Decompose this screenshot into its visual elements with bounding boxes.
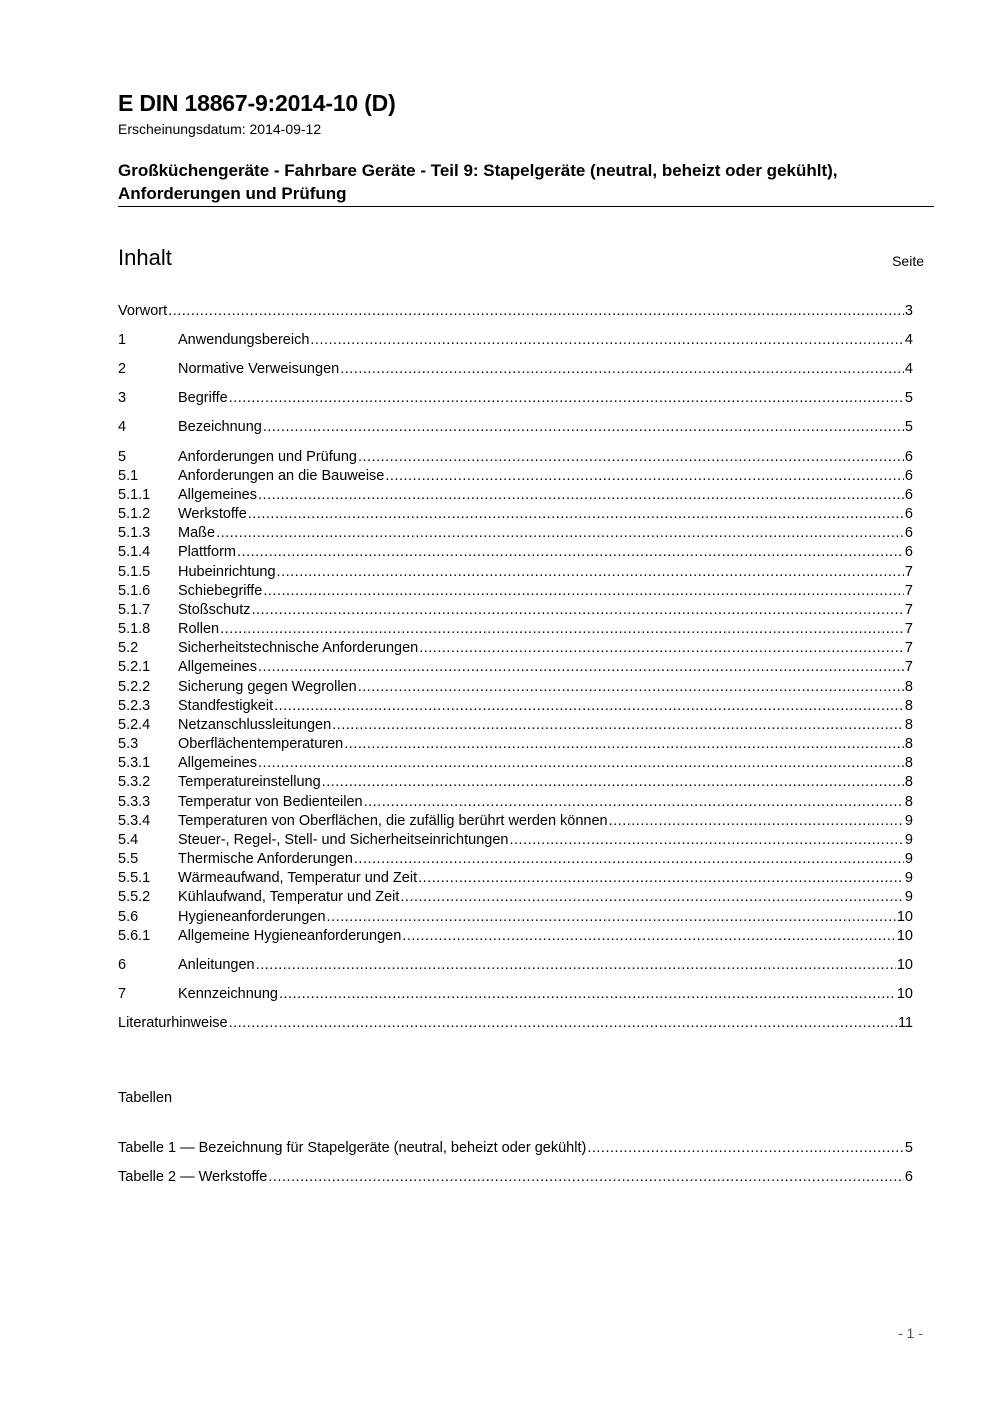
toc-entry-title: Allgemeines xyxy=(178,659,257,675)
toc-entry-number: 5.1.6 xyxy=(118,583,151,599)
toc-entry-number: 1 xyxy=(118,332,127,348)
toc-entry-title: Wärmeaufwand, Temperatur und Zeit xyxy=(178,870,418,886)
toc-entry-number: 5.5 xyxy=(118,851,139,867)
toc-entry[interactable] xyxy=(118,956,913,975)
toc-dot-leader xyxy=(609,812,904,831)
toc-dot-leader xyxy=(402,927,896,946)
toc-entry-number: 5.3.2 xyxy=(118,774,151,790)
toc-entry[interactable] xyxy=(118,418,913,437)
toc-dot-leader xyxy=(385,467,904,486)
toc-entry-page: 8 xyxy=(904,679,913,695)
toc-entry-page: 8 xyxy=(904,717,913,733)
toc-entry-title: Sicherung gegen Wegrollen xyxy=(178,679,357,695)
toc-entry-number: 5.1.1 xyxy=(118,487,151,503)
toc-entry-title: Allgemeines xyxy=(178,487,257,503)
toc-entry-page: 4 xyxy=(904,361,913,377)
toc-dot-leader xyxy=(419,639,904,658)
toc-entry-title: Steuer-, Regel-, Stell- und Sicherheitseinrichtungen xyxy=(178,832,509,848)
toc-dot-leader xyxy=(229,1014,897,1033)
toc-entry-page: 6 xyxy=(904,449,913,465)
toc-entry-title: Normative Verweisungen xyxy=(178,361,340,377)
toc-entry-page: 11 xyxy=(897,1015,913,1031)
toc-entry-page: 8 xyxy=(904,774,913,790)
toc-entry-number: 4 xyxy=(118,419,127,435)
toc-entry[interactable] xyxy=(118,543,913,562)
toc-dot-leader xyxy=(252,601,904,620)
toc-entry-page: 9 xyxy=(904,870,913,886)
toc-entry-page: 7 xyxy=(904,564,913,580)
toc-entry-page: 5 xyxy=(904,390,913,406)
toc-dot-leader xyxy=(364,793,904,812)
toc-entry[interactable] xyxy=(118,448,913,467)
toc-entry-page: 8 xyxy=(904,755,913,771)
toc-entry-page: 7 xyxy=(904,602,913,618)
toc-dot-leader xyxy=(279,985,896,1004)
toc-entry[interactable] xyxy=(118,524,913,543)
toc-dot-leader xyxy=(327,908,896,927)
document-title: Großküchengeräte - Fahrbare Geräte - Teil 9: Stapelgeräte (neutral, beheizt oder gekühlt), Anforderungen und Prüfung xyxy=(118,161,838,203)
toc-dot-leader xyxy=(216,524,904,543)
toc-dot-leader xyxy=(263,418,904,437)
toc-entry-number: 5.1.5 xyxy=(118,564,151,580)
toc-entry-page: 10 xyxy=(896,957,913,973)
toc-dot-leader xyxy=(258,486,904,505)
toc-dot-leader xyxy=(248,505,904,524)
toc-dot-leader xyxy=(358,678,904,697)
toc-entry-number: 5.1.3 xyxy=(118,525,151,541)
toc-entry-page: 8 xyxy=(904,698,913,714)
title-divider xyxy=(118,206,934,207)
toc-entry-page: 6 xyxy=(904,506,913,522)
toc-entry-title: Allgemeine Hygieneanforderungen xyxy=(178,928,402,944)
toc-entry-page: 10 xyxy=(896,986,913,1002)
toc-entry-page: 9 xyxy=(904,813,913,829)
toc-entry-title: Standfestigkeit xyxy=(178,698,274,714)
toc-entry-title: Begriffe xyxy=(178,390,228,406)
toc-entry-title: Anleitungen xyxy=(178,957,255,973)
toc-entry-number: 2 xyxy=(118,361,127,377)
toc-entry[interactable] xyxy=(118,658,913,677)
toc-entry[interactable] xyxy=(118,908,913,927)
toc-entry-page: 9 xyxy=(904,889,913,905)
toc-entry-title: Kühlaufwand, Temperatur und Zeit xyxy=(178,889,400,905)
toc-entry-title: Literaturhinweise xyxy=(118,1015,228,1031)
toc-entry-number: 5.3 xyxy=(118,736,139,752)
toc-entry-title: Anforderungen an die Bauweise xyxy=(178,468,385,484)
toc-entry-page: 6 xyxy=(904,525,913,541)
toc-entry-title: Hygieneanforderungen xyxy=(178,909,326,925)
toc-entry[interactable] xyxy=(118,869,913,888)
toc-entry-title: Netzanschlussleitungen xyxy=(178,717,332,733)
toc-entry[interactable] xyxy=(118,620,913,639)
toc-dot-leader xyxy=(340,360,904,379)
toc-entry-number: 7 xyxy=(118,986,127,1002)
toc-entry-page: 8 xyxy=(904,794,913,810)
publication-date: Erscheinungsdatum: 2014-09-12 xyxy=(118,121,322,137)
toc-entry-page: 7 xyxy=(904,621,913,637)
toc-entry-page: 10 xyxy=(896,909,913,925)
toc-entry-number: 5.1.8 xyxy=(118,621,151,637)
toc-heading: Inhalt xyxy=(118,245,172,270)
toc-entry-number: 5.1.7 xyxy=(118,602,151,618)
toc-dot-leader xyxy=(322,773,904,792)
toc-entry-number: 5.1.4 xyxy=(118,544,151,560)
toc-dot-leader xyxy=(229,389,904,408)
toc-entry-title: Thermische Anforderungen xyxy=(178,851,353,867)
toc-entry-title: Allgemeines xyxy=(178,755,257,771)
toc-dot-leader xyxy=(418,869,904,888)
toc-entry[interactable] xyxy=(118,735,913,754)
toc-dot-leader xyxy=(509,831,903,850)
toc-entry-page: 7 xyxy=(904,659,913,675)
toc-entry[interactable] xyxy=(118,793,913,812)
toc-entry-page: 7 xyxy=(904,640,913,656)
toc-entry[interactable] xyxy=(118,888,913,907)
toc-dot-leader xyxy=(220,620,904,639)
toc-entry[interactable] xyxy=(118,467,913,486)
toc-entry-page: 4 xyxy=(904,332,913,348)
toc-dot-leader xyxy=(268,1168,904,1187)
toc-entry[interactable] xyxy=(118,831,913,850)
toc-entry-page: 7 xyxy=(904,583,913,599)
toc-entry-title: Tabelle 1 — Bezeichnung für Stapelgeräte (neutral, beheizt oder gekühlt) xyxy=(118,1140,587,1156)
page-number: - 1 - xyxy=(898,1325,923,1341)
toc-entry-title: Schiebegriffe xyxy=(178,583,263,599)
toc-dot-leader xyxy=(587,1139,904,1158)
toc-entry[interactable] xyxy=(118,639,913,658)
toc-entry-unnumbered[interactable] xyxy=(118,1014,913,1033)
toc-dot-leader xyxy=(274,697,904,716)
toc-entry[interactable] xyxy=(118,850,913,869)
table-list-entry[interactable] xyxy=(118,1168,913,1187)
toc-dot-leader xyxy=(277,563,904,582)
toc-entry[interactable] xyxy=(118,331,913,350)
toc-dot-leader xyxy=(354,850,904,869)
toc-entry[interactable] xyxy=(118,389,913,408)
toc-entry-title: Stoßschutz xyxy=(178,602,251,618)
toc-entry-title: Maße xyxy=(178,525,216,541)
toc-dot-leader xyxy=(263,582,904,601)
toc-entry-page: 5 xyxy=(904,419,913,435)
toc-entry-title: Tabelle 2 — Werkstoffe xyxy=(118,1169,268,1185)
toc-entry-page: 6 xyxy=(904,487,913,503)
toc-dot-leader xyxy=(400,888,904,907)
toc-dot-leader xyxy=(310,331,904,350)
toc-dot-leader xyxy=(332,716,904,735)
toc-entry[interactable] xyxy=(118,601,913,620)
toc-entry-title: Sicherheitstechnische Anforderungen xyxy=(178,640,419,656)
tables-heading: Tabellen xyxy=(118,1090,173,1106)
toc-entry-title: Temperatur von Bedienteilen xyxy=(178,794,363,810)
toc-entry-number: 3 xyxy=(118,390,127,406)
toc-entry-page: 6 xyxy=(904,1169,913,1185)
table-list-entry[interactable] xyxy=(118,1139,913,1158)
toc-entry[interactable] xyxy=(118,773,913,792)
toc-entry-title: Plattform xyxy=(178,544,237,560)
toc-entry[interactable] xyxy=(118,505,913,524)
toc-entry[interactable] xyxy=(118,360,913,379)
toc-entry-page: 5 xyxy=(904,1140,913,1156)
toc-entry-number: 5.3.3 xyxy=(118,794,151,810)
toc-entry-number: 5.5.1 xyxy=(118,870,151,886)
toc-entry-title: Anforderungen und Prüfung xyxy=(178,449,357,465)
toc-entry[interactable] xyxy=(118,486,913,505)
toc-entry-page: 9 xyxy=(904,851,913,867)
toc-entry[interactable] xyxy=(118,563,913,582)
toc-entry-number: 5.6 xyxy=(118,909,139,925)
toc-entry-number: 5.1.2 xyxy=(118,506,151,522)
toc-entry[interactable] xyxy=(118,697,913,716)
toc-entry-number: 5.2.1 xyxy=(118,659,151,675)
toc-entry-number: 5.6.1 xyxy=(118,928,151,944)
toc-dot-leader xyxy=(258,754,904,773)
toc-entry-page: 10 xyxy=(896,928,913,944)
toc-entry-number: 5.2.4 xyxy=(118,717,151,733)
toc-entry-title: Vorwort xyxy=(118,303,168,319)
toc-entry-page: 6 xyxy=(904,544,913,560)
toc-entry-title: Anwendungsbereich xyxy=(178,332,310,348)
toc-entry-number: 5.3.4 xyxy=(118,813,151,829)
toc-entry-page: 6 xyxy=(904,468,913,484)
toc-entry-number: 5.2.3 xyxy=(118,698,151,714)
toc-entry[interactable] xyxy=(118,927,913,946)
toc-dot-leader xyxy=(256,956,896,975)
toc-dot-leader xyxy=(237,543,904,562)
toc-entry-number: 5.2.2 xyxy=(118,679,151,695)
toc-entry-title: Temperaturen von Oberflächen, die zufällig berührt werden können xyxy=(178,813,608,829)
toc-entry-page: 3 xyxy=(904,303,913,319)
toc-entry-number: 6 xyxy=(118,957,127,973)
toc-entry[interactable] xyxy=(118,582,913,601)
toc-dot-leader xyxy=(358,448,904,467)
toc-entry-number: 5.4 xyxy=(118,832,139,848)
toc-entry-title: Kennzeichnung xyxy=(178,986,278,1002)
toc-entry-page: 9 xyxy=(904,832,913,848)
toc-entry-number: 5.2 xyxy=(118,640,139,656)
toc-dot-leader xyxy=(344,735,904,754)
toc-entry-title: Hubeinrichtung xyxy=(178,564,276,580)
toc-page-column-label: Seite xyxy=(892,253,924,269)
toc-entry-unnumbered[interactable] xyxy=(118,302,913,321)
toc-entry-number: 5 xyxy=(118,449,127,465)
toc-entry-page: 8 xyxy=(904,736,913,752)
toc-entry[interactable] xyxy=(118,754,913,773)
toc-entry-number: 5.3.1 xyxy=(118,755,151,771)
toc-entry[interactable] xyxy=(118,985,913,1004)
toc-entry-title: Oberflächentemperaturen xyxy=(178,736,344,752)
toc-entry[interactable] xyxy=(118,812,913,831)
toc-entry-title: Temperatureinstellung xyxy=(178,774,321,790)
toc-dot-leader xyxy=(168,302,904,321)
document-id: E DIN 18867-9:2014-10 (D) xyxy=(118,90,396,116)
toc-entry[interactable] xyxy=(118,678,913,697)
toc-entry-title: Bezeichnung xyxy=(178,419,262,435)
toc-dot-leader xyxy=(258,658,904,677)
toc-entry-number: 5.1 xyxy=(118,468,139,484)
toc-entry-title: Werkstoffe xyxy=(178,506,247,522)
toc-entry-number: 5.5.2 xyxy=(118,889,151,905)
toc-entry-title: Rollen xyxy=(178,621,220,637)
toc-entry[interactable] xyxy=(118,716,913,735)
